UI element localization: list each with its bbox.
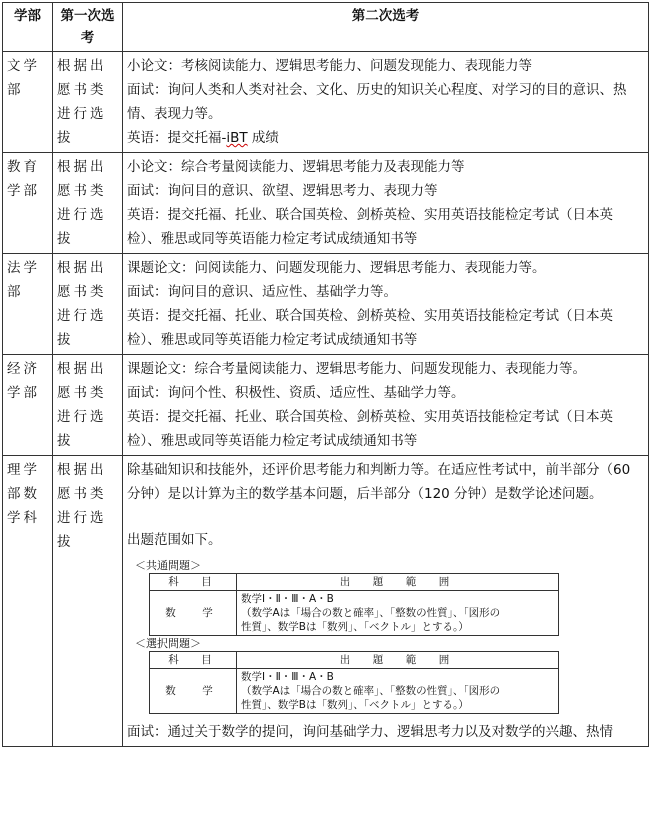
common-questions-label: ＜共通問題＞ (135, 559, 201, 572)
common-questions-table (149, 573, 559, 636)
dept-cell: 经济学部 (3, 355, 53, 456)
english-suffix: 成绩 (247, 130, 279, 146)
scope-line: 数学Ⅰ・Ⅱ・Ⅲ・A・B (241, 593, 334, 605)
scope-line: （数学Aは「場合の数と確率」、「整数の性質」、「図形の (241, 685, 501, 697)
table-row (3, 355, 649, 456)
header-row (3, 3, 649, 52)
scope-intro: 出题范围如下。 (127, 532, 222, 548)
header-first-selection: 第一次选考 (53, 3, 123, 52)
interview-text: 面试：通过关于数学的提问，询问基础学力、逻辑思考力以及对数学的兴趣、热情 (127, 724, 613, 740)
scope-cell (237, 591, 559, 636)
essay-text: 小论文：综合考量阅读能力、逻辑思考能力及表现能力等 (127, 159, 465, 175)
table-row (3, 456, 649, 747)
dept-cell: 法学部 (3, 254, 53, 355)
first-selection-cell: 根据出愿书类进行选拔 (53, 52, 123, 153)
scope-line: 数学Ⅰ・Ⅱ・Ⅲ・A・B (241, 671, 334, 683)
table-row (3, 52, 649, 153)
elective-questions-table (149, 651, 559, 714)
english-text: 英语：提交托福、托业、联合国英检、剑桥英检、实用英语技能检定考试（日本英检）、雅思或同等英语能力检定考试成绩通知书等 (127, 409, 613, 449)
subject-header: 科 目 (150, 574, 237, 591)
second-selection-cell (123, 456, 649, 747)
second-selection-cell (123, 153, 649, 254)
english-text: 英语：提交托福、托业、联合国英检、剑桥英检、实用英语技能检定考试（日本英检）、雅思或同等英语能力检定考试成绩通知书等 (127, 308, 613, 348)
scope-line: 性質」、数学Bは「数列」、「ベクトル」とする。） (241, 621, 469, 633)
second-selection-cell (123, 355, 649, 456)
first-selection-cell: 根据出愿书类进行选拔 (53, 153, 123, 254)
second-selection-cell (123, 52, 649, 153)
table-row (3, 153, 649, 254)
scope-line: （数学Aは「場合の数と確率」、「整数の性質」、「図形の (241, 607, 501, 619)
scope-header: 出 題 範 囲 (237, 652, 559, 669)
first-selection-cell: 根据出愿书类进行选拔 (53, 254, 123, 355)
dept-cell: 教育学部 (3, 153, 53, 254)
english-prefix: 英语：提交托福- (127, 130, 227, 146)
scope-header: 出 題 範 囲 (237, 574, 559, 591)
scope-cell (237, 669, 559, 714)
dept-cell: 文学部 (3, 52, 53, 153)
dept-cell: 理学部数学科 (3, 456, 53, 747)
essay-text: 课题论文：综合考量阅读能力、逻辑思考能力、问题发现能力、表现能力等。 (127, 361, 586, 377)
scope-line: 性質」、数学Bは「数列」、「ベクトル」とする。） (241, 699, 469, 711)
essay-text: 课题论文：问阅读能力、问题发现能力、逻辑思考能力、表现能力等。 (127, 260, 546, 276)
english-text: 英语：提交托福、托业、联合国英检、剑桥英检、实用英语技能检定考试（日本英检）、雅思或同等英语能力检定考试成绩通知书等 (127, 207, 613, 247)
exam-description: 除基础知识和技能外，还评价思考能力和判断力等。在适应性考试中，前半部分（60 分钟）是以计算为主的数学基本问题，后半部分（120 分钟）是数学论述问题。 (127, 462, 631, 502)
essay-text: 小论文：考核阅读能力、逻辑思考能力、问题发现能力、表现能力等 (127, 58, 532, 74)
header-dept: 学部 (3, 3, 53, 52)
interview-text: 面试：询问目的意识、欲望、逻辑思考力、表现力等 (127, 183, 438, 199)
first-selection-cell: 根据出愿书类进行选拔 (53, 456, 123, 747)
elective-questions-label: ＜選択問題＞ (135, 637, 201, 650)
subject-cell: 数 学 (150, 591, 237, 636)
interview-text: 面试：询问目的意识、适应性、基础学力等。 (127, 284, 397, 300)
header-second-selection: 第二次选考 (123, 3, 649, 52)
first-selection-cell: 根据出愿书类进行选拔 (53, 355, 123, 456)
ibt-text: iBT (226, 130, 248, 146)
interview-text: 面试：询问个性、积极性、资质、适应性、基础学力等。 (127, 385, 465, 401)
exam-scope-image (135, 558, 555, 714)
second-selection-cell (123, 254, 649, 355)
interview-text: 面试：询问人类和人类对社会、文化、历史的知识关心程度、对学习的目的意识、热情、表现力等。 (127, 82, 627, 122)
subject-cell: 数 学 (150, 669, 237, 714)
english-text (127, 126, 644, 150)
admissions-table (2, 2, 649, 747)
subject-header: 科 目 (150, 652, 237, 669)
table-row (3, 254, 649, 355)
